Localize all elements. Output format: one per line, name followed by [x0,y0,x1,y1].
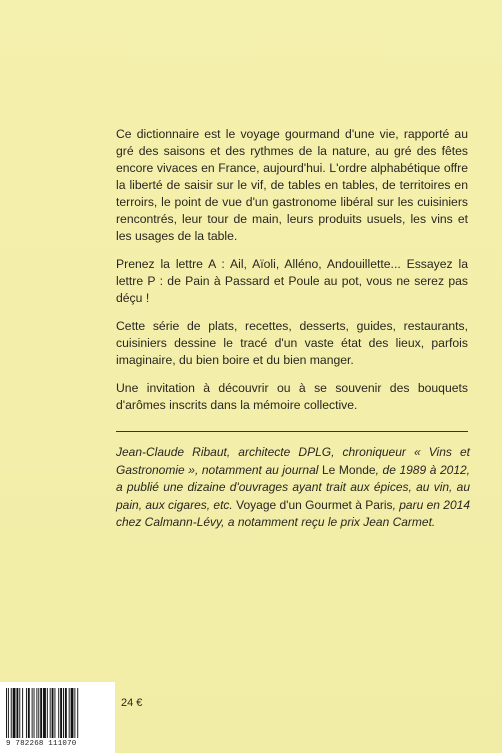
blurb-text [116,126,468,425]
barcode-bar [50,688,51,738]
barcode-bar [16,688,18,738]
author-bio-newspaper: Le Monde [321,462,376,477]
section-divider [116,431,468,432]
barcode-bar [77,688,78,738]
barcode-bar [52,688,54,738]
barcode-bar [65,688,67,738]
barcode-bar [32,688,33,738]
barcode-bar [63,688,64,738]
barcode-bar [6,688,7,738]
barcode-bar [54,688,55,738]
barcode-bar [47,688,48,738]
author-bio-part-1: Jean-Claude Ribaut, architecte DPLG, chroniqueur « Vins et Gastronomie », notamment au journal [116,445,470,477]
barcode-bar [13,688,16,738]
barcode-bar [11,688,12,738]
barcode-bars-graphic [6,688,111,738]
barcode-bar [43,688,46,738]
blurb-paragraph-1: Ce dictionnaire est le voyage gourmand d'une vie, rapporté au gré des saisons et des rythmes de la nature, au gré des fêtes encore vivaces en France, aujourd'hui. L'ordre alphabétique offre la liberté de saisir sur le vif, de tables en tables, de territoires en terroirs, le point de vue d'un gastronome libéral sur les cuisiniers rencontrés, leur tour de main, leurs produits usuels, les vins et les usages de la table. [116,127,468,243]
barcode-bar [40,688,42,738]
barcode-bar [69,688,70,738]
barcode-bar [8,688,9,738]
barcode-bar [34,688,35,738]
barcode-bar [38,688,39,738]
barcode-bar [19,688,20,738]
barcode-bar [26,688,27,738]
barcode-bar [36,688,37,738]
barcode-bar [22,688,23,738]
barcode-bar [28,688,30,738]
author-bio-part-3: , paru en 2014 chez Calmann-Lévy, a notamment reçu le prix Jean Carmet. [116,497,470,529]
barcode-bar [58,688,59,738]
blurb-paragraph-4: Une invitation à découvrir ou à se souvenir des bouquets d'arômes inscrits dans la mémoire collective. [116,381,468,412]
author-bio-book-title: Voyage d'un Gourmet à Paris [236,497,393,512]
barcode-bar [74,688,75,738]
barcode-bar [60,688,62,738]
blurb-paragraph-2: Prenez la lettre A : Ail, Aïoli, Alléno, Andouillette... Essayez la lettre P : de Pain à Passard et Poule au pot, vous ne serez pas déçu ! [116,257,468,305]
author-bio-part-2: , de 1989 à 2012, a publié une dizaine d'ouvrages ayant trait aux épices, au vin, au pain, aux cigares, etc. [116,462,470,512]
author-bio [116,444,470,532]
barcode [0,682,115,753]
price-label: 24 € [121,697,143,709]
blurb-paragraph-3: Cette série de plats, recettes, desserts, guides, restaurants, cuisiniers dessine le tracé d'un vaste état des lieux, parfois imaginaire, du bien boire et du bien manger. [116,319,468,367]
barcode-digits: 9 782268 111070 [6,740,77,748]
barcode-bar [71,688,74,738]
